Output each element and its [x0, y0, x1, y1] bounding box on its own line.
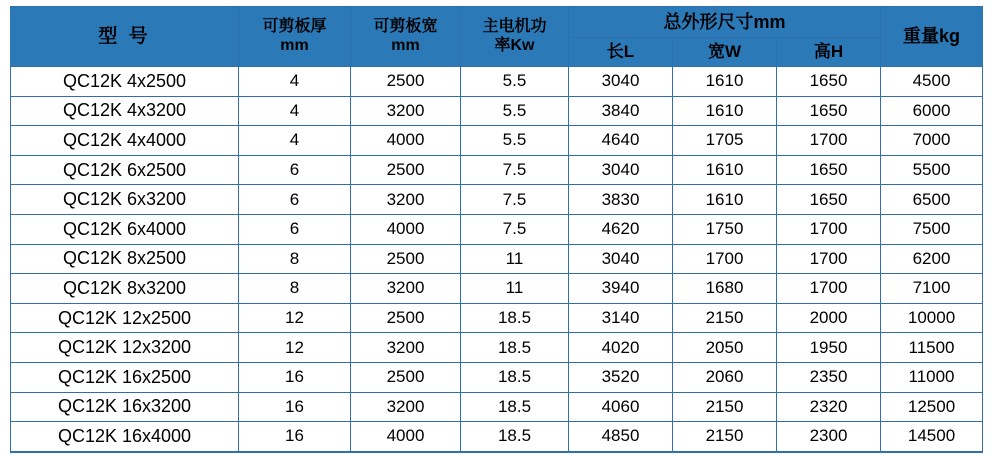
table-row [11, 274, 983, 304]
cell-length: 4060 [569, 392, 673, 422]
cell-plate-thickness: 16 [239, 362, 351, 392]
cell-height: 1650 [777, 67, 881, 97]
cell-width: 1750 [673, 214, 777, 244]
cell-plate-thickness: 4 [239, 96, 351, 126]
table-row [11, 126, 983, 156]
cell-width: 1705 [673, 126, 777, 156]
column-header-height: 高H [777, 38, 881, 67]
cell-weight: 12500 [881, 392, 983, 422]
cell-weight: 11500 [881, 333, 983, 363]
cell-length: 3040 [569, 67, 673, 97]
cell-width: 2050 [673, 333, 777, 363]
cell-length: 4620 [569, 214, 673, 244]
cell-length: 3040 [569, 244, 673, 274]
cell-model: QC12K 16x4000 [11, 422, 239, 452]
cell-plate-thickness: 16 [239, 392, 351, 422]
column-header-motor-power-line2: 率Kw [494, 36, 535, 54]
cell-plate-width: 2500 [351, 155, 461, 185]
cell-width: 1610 [673, 96, 777, 126]
cell-height: 2000 [777, 303, 881, 333]
table-body [11, 67, 983, 452]
cell-width: 1610 [673, 185, 777, 215]
cell-model: QC12K 6x2500 [11, 155, 239, 185]
cell-model: QC12K 4x3200 [11, 96, 239, 126]
cell-plate-thickness: 4 [239, 126, 351, 156]
cell-motor-power: 7.5 [461, 214, 569, 244]
cell-motor-power: 18.5 [461, 333, 569, 363]
cell-plate-thickness: 6 [239, 185, 351, 215]
cell-length: 4640 [569, 126, 673, 156]
cell-model: QC12K 16x3200 [11, 392, 239, 422]
cell-width: 1680 [673, 274, 777, 304]
cell-weight: 6200 [881, 244, 983, 274]
column-header-plate-thickness-line2: mm [280, 36, 309, 54]
table-row [11, 244, 983, 274]
table-row [11, 422, 983, 452]
cell-model: QC12K 6x3200 [11, 185, 239, 215]
cell-width: 2150 [673, 392, 777, 422]
cell-plate-width: 3200 [351, 274, 461, 304]
cell-weight: 6500 [881, 185, 983, 215]
cell-length: 3940 [569, 274, 673, 304]
cell-motor-power: 5.5 [461, 96, 569, 126]
cell-height: 1650 [777, 155, 881, 185]
cell-length: 3520 [569, 362, 673, 392]
cell-weight: 10000 [881, 303, 983, 333]
cell-plate-thickness: 4 [239, 67, 351, 97]
cell-plate-width: 2500 [351, 303, 461, 333]
cell-weight: 7500 [881, 214, 983, 244]
table-row [11, 392, 983, 422]
column-header-motor-power [461, 7, 569, 67]
cell-plate-thickness: 6 [239, 214, 351, 244]
cell-plate-width: 4000 [351, 214, 461, 244]
cell-weight: 6000 [881, 96, 983, 126]
cell-height: 2350 [777, 362, 881, 392]
cell-motor-power: 5.5 [461, 67, 569, 97]
cell-plate-width: 3200 [351, 96, 461, 126]
cell-motor-power: 11 [461, 274, 569, 304]
cell-plate-thickness: 6 [239, 155, 351, 185]
table-row [11, 303, 983, 333]
cell-model: QC12K 6x4000 [11, 214, 239, 244]
table-row [11, 185, 983, 215]
cell-width: 2060 [673, 362, 777, 392]
cell-model: QC12K 4x4000 [11, 126, 239, 156]
cell-plate-width: 2500 [351, 67, 461, 97]
cell-model: QC12K 8x2500 [11, 244, 239, 274]
cell-motor-power: 18.5 [461, 422, 569, 452]
cell-motor-power: 18.5 [461, 362, 569, 392]
cell-height: 1700 [777, 126, 881, 156]
cell-plate-thickness: 12 [239, 333, 351, 363]
cell-plate-width: 4000 [351, 422, 461, 452]
cell-motor-power: 18.5 [461, 303, 569, 333]
cell-width: 1700 [673, 244, 777, 274]
cell-height: 1650 [777, 185, 881, 215]
cell-length: 3140 [569, 303, 673, 333]
cell-plate-thickness: 8 [239, 274, 351, 304]
cell-length: 4020 [569, 333, 673, 363]
table-header-row-top [11, 7, 983, 38]
table-row [11, 362, 983, 392]
cell-height: 1950 [777, 333, 881, 363]
specification-table-container [10, 6, 982, 453]
cell-plate-width: 3200 [351, 185, 461, 215]
cell-weight: 4500 [881, 67, 983, 97]
cell-model: QC12K 12x2500 [11, 303, 239, 333]
cell-weight: 5500 [881, 155, 983, 185]
specification-table [10, 6, 983, 453]
cell-length: 4850 [569, 422, 673, 452]
cell-plate-thickness: 16 [239, 422, 351, 452]
cell-motor-power: 7.5 [461, 155, 569, 185]
cell-weight: 11000 [881, 362, 983, 392]
column-header-plate-thickness-line1: 可剪板厚 [262, 18, 327, 36]
cell-motor-power: 7.5 [461, 185, 569, 215]
cell-weight: 7100 [881, 274, 983, 304]
cell-weight: 14500 [881, 422, 983, 452]
cell-length: 3040 [569, 155, 673, 185]
cell-plate-thickness: 12 [239, 303, 351, 333]
cell-width: 2150 [673, 303, 777, 333]
cell-height: 1700 [777, 214, 881, 244]
cell-length: 3830 [569, 185, 673, 215]
column-header-plate-width-line1: 可剪板宽 [373, 18, 438, 36]
cell-plate-width: 2500 [351, 244, 461, 274]
cell-model: QC12K 8x3200 [11, 274, 239, 304]
column-header-weight: 重量kg [881, 7, 983, 67]
cell-height: 1700 [777, 274, 881, 304]
cell-height: 1650 [777, 96, 881, 126]
column-header-plate-thickness [239, 7, 351, 67]
cell-plate-width: 3200 [351, 392, 461, 422]
column-header-plate-width-line2: mm [391, 36, 420, 54]
cell-motor-power: 5.5 [461, 126, 569, 156]
cell-weight: 7000 [881, 126, 983, 156]
table-row [11, 96, 983, 126]
column-header-plate-width [351, 7, 461, 67]
cell-model: QC12K 4x2500 [11, 67, 239, 97]
table-header [11, 7, 983, 67]
column-header-length: 长L [569, 38, 673, 67]
cell-motor-power: 11 [461, 244, 569, 274]
cell-plate-thickness: 8 [239, 244, 351, 274]
table-row [11, 67, 983, 97]
cell-plate-width: 2500 [351, 362, 461, 392]
cell-model: QC12K 12x3200 [11, 333, 239, 363]
table-row [11, 155, 983, 185]
cell-motor-power: 18.5 [461, 392, 569, 422]
table-row [11, 214, 983, 244]
column-header-motor-power-line1: 主电机功 [482, 18, 547, 36]
table-row [11, 333, 983, 363]
column-header-width: 宽W [673, 38, 777, 67]
column-header-overall-dimensions: 总外形尺寸mm [569, 7, 881, 38]
cell-plate-width: 3200 [351, 333, 461, 363]
cell-width: 1610 [673, 155, 777, 185]
cell-plate-width: 4000 [351, 126, 461, 156]
cell-width: 1610 [673, 67, 777, 97]
cell-model: QC12K 16x2500 [11, 362, 239, 392]
cell-height: 2300 [777, 422, 881, 452]
cell-length: 3840 [569, 96, 673, 126]
column-header-model: 型 号 [11, 7, 239, 67]
cell-height: 1700 [777, 244, 881, 274]
cell-height: 2320 [777, 392, 881, 422]
cell-width: 2150 [673, 422, 777, 452]
